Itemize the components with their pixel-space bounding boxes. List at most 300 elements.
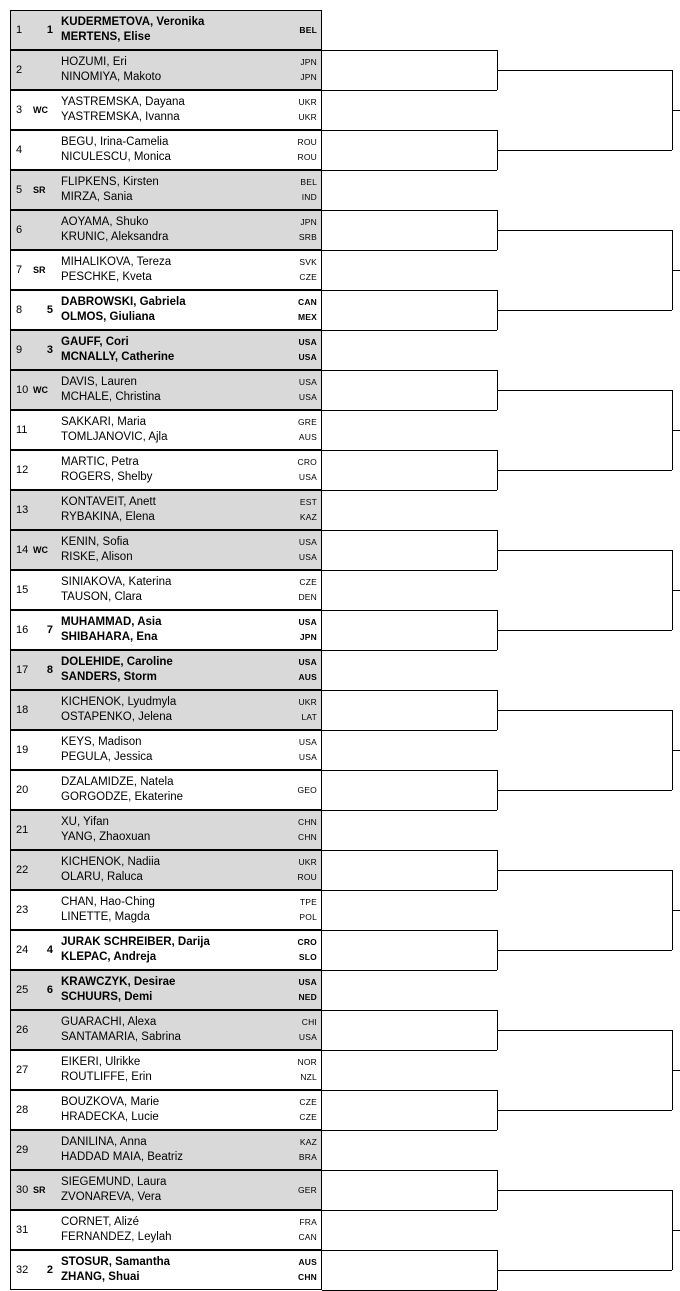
country-code: JPN <box>300 72 317 82</box>
bracket-entry[interactable] <box>10 290 322 330</box>
country-code: TPE <box>299 897 317 907</box>
country-code: POL <box>299 912 317 922</box>
entry-seed-column <box>11 131 57 169</box>
country-code: KAZ <box>299 1137 317 1147</box>
entry-status-badge: SR <box>33 1185 46 1195</box>
entry-status-badge: WC <box>33 545 48 555</box>
bracket-entry[interactable] <box>10 1050 322 1090</box>
country-code: SLO <box>298 952 317 962</box>
player-name: GAUFF, Cori <box>61 336 129 348</box>
round3-line <box>672 110 680 111</box>
entry-names <box>57 291 281 329</box>
round1-line <box>322 730 497 731</box>
player-name: KICHENOK, Nadiia <box>61 856 161 868</box>
round1-line <box>322 290 497 291</box>
entry-names <box>57 1091 281 1129</box>
bracket-entry[interactable] <box>10 970 322 1010</box>
entry-countries <box>281 1131 321 1169</box>
player-name: SINIAKOVA, Katerina <box>61 576 172 588</box>
round1-line <box>322 250 497 251</box>
player-name: BOUZKOVA, Marie <box>61 1096 160 1108</box>
round3-line <box>672 590 680 591</box>
player-name: KONTAVEIT, Anett <box>61 496 156 508</box>
player-name: YASTREMSKA, Dayana <box>61 96 185 108</box>
country-code: CHI <box>301 1017 317 1027</box>
round2-line <box>497 1270 672 1271</box>
player-name: GORGODZE, Ekaterine <box>61 791 184 803</box>
round1-line <box>322 650 497 651</box>
player-name: MIRZA, Sania <box>61 191 133 203</box>
player-name: FLIPKENS, Kirsten <box>61 176 159 188</box>
entry-seed-column <box>11 611 57 649</box>
player-name: TAUSON, Clara <box>61 591 142 603</box>
bracket-entry[interactable] <box>10 610 322 650</box>
entry-seed-column <box>11 731 57 769</box>
country-code: CRO <box>297 457 317 467</box>
country-code: USA <box>298 337 317 347</box>
country-code: BEL <box>300 177 317 187</box>
player-name: KUDERMETOVA, Veronika <box>61 16 205 28</box>
entry-seed-column <box>11 91 57 129</box>
player-name: PESCHKE, Kveta <box>61 271 152 283</box>
entry-seed-column <box>11 491 57 529</box>
entry-countries <box>281 811 321 849</box>
entry-countries <box>281 1091 321 1129</box>
entry-number: 8 <box>16 304 23 316</box>
country-code: CHN <box>297 1272 317 1282</box>
entry-status-badge: WC <box>33 385 48 395</box>
entry-countries <box>281 731 321 769</box>
bracket-entry[interactable] <box>10 10 322 50</box>
player-name: KRUNIC, Aleksandra <box>61 231 169 243</box>
country-code: CZE <box>299 1112 317 1122</box>
player-name: FERNANDEZ, Leylah <box>61 1231 172 1243</box>
bracket-entry[interactable] <box>10 690 322 730</box>
entry-countries <box>281 1251 321 1289</box>
entry-names <box>57 811 281 849</box>
country-code: NZL <box>300 1072 317 1082</box>
country-code: KAZ <box>299 512 317 522</box>
bracket-entry[interactable] <box>10 410 322 450</box>
country-code: SRB <box>298 232 317 242</box>
country-code: DEN <box>298 592 317 602</box>
round1-line <box>322 1010 497 1011</box>
entry-number: 27 <box>16 1064 29 1076</box>
entry-seed-column <box>11 1131 57 1169</box>
bracket-entry[interactable] <box>10 490 322 530</box>
player-name: ROGERS, Shelby <box>61 471 153 483</box>
entry-seed-column <box>11 771 57 809</box>
player-name: EIKERI, Ulrikke <box>61 1056 141 1068</box>
entry-names <box>57 451 281 489</box>
player-name: KRAWCZYK, Desirae <box>61 976 176 988</box>
player-name: SIEGEMUND, Laura <box>61 1176 167 1188</box>
country-code: GEO <box>297 784 317 795</box>
bracket-entry[interactable] <box>10 370 322 410</box>
bracket-entry[interactable] <box>10 90 322 130</box>
entry-number: 3 <box>16 104 23 116</box>
round3-line <box>672 1070 680 1071</box>
round1-line <box>322 1090 497 1091</box>
entry-number: 13 <box>16 504 29 516</box>
country-code: SVK <box>299 257 317 267</box>
entry-seed-column <box>11 851 57 889</box>
entry-seed-column <box>11 331 57 369</box>
country-code: JPN <box>300 57 317 67</box>
bracket-entry[interactable] <box>10 450 322 490</box>
entry-countries <box>281 1171 321 1209</box>
entry-number: 16 <box>16 624 29 636</box>
round1-line <box>322 130 497 131</box>
country-code: MEX <box>297 312 317 322</box>
bracket-entry[interactable] <box>10 730 322 770</box>
round1-line <box>322 450 497 451</box>
entry-number: 4 <box>16 144 23 156</box>
bracket-entry[interactable] <box>10 1090 322 1130</box>
round2-line <box>497 950 672 951</box>
player-name: SHIBAHARA, Ena <box>61 631 158 643</box>
round3-line <box>672 910 680 911</box>
round1-line <box>322 890 497 891</box>
entry-status-badge: SR <box>33 265 46 275</box>
bracket-entry[interactable] <box>10 850 322 890</box>
player-name: LINETTE, Magda <box>61 911 150 923</box>
entry-names <box>57 211 281 249</box>
bracket-entry[interactable] <box>10 890 322 930</box>
player-name: OLARU, Raluca <box>61 871 143 883</box>
entry-names <box>57 371 281 409</box>
bracket-entry[interactable] <box>10 570 322 610</box>
bracket-entry[interactable] <box>10 1210 322 1250</box>
entry-countries <box>281 411 321 449</box>
country-code: AUS <box>298 672 317 682</box>
country-code: GRE <box>297 417 317 427</box>
bracket-entry[interactable] <box>10 50 322 90</box>
country-code: USA <box>298 737 317 747</box>
entry-number: 19 <box>16 744 29 756</box>
entry-countries <box>281 131 321 169</box>
entry-names <box>57 691 281 729</box>
player-name: HOZUMI, Eri <box>61 56 127 68</box>
country-code: USA <box>298 977 317 987</box>
round3-line <box>672 1230 680 1231</box>
entry-number: 9 <box>16 344 23 356</box>
player-name: BEGU, Irina-Camelia <box>61 136 169 148</box>
entry-seed-column <box>11 891 57 929</box>
player-name: RYBAKINA, Elena <box>61 511 155 523</box>
entry-names <box>57 11 281 49</box>
bracket-entry[interactable] <box>10 770 322 810</box>
entry-names <box>57 531 281 569</box>
entry-countries <box>281 251 321 289</box>
player-name: NINOMIYA, Makoto <box>61 71 162 83</box>
player-name: DZALAMIDZE, Natela <box>61 776 174 788</box>
entry-seed-number: 4 <box>46 944 53 956</box>
country-code: CAN <box>297 297 317 307</box>
round1-line <box>322 530 497 531</box>
player-name: MCNALLY, Catherine <box>61 351 175 363</box>
entry-countries <box>281 171 321 209</box>
country-code: FRA <box>299 1217 317 1227</box>
entry-number: 1 <box>16 24 23 36</box>
entry-names <box>57 91 281 129</box>
entry-number: 28 <box>16 1104 29 1116</box>
entry-number: 6 <box>16 224 23 236</box>
entry-number: 22 <box>16 864 29 876</box>
entry-seed-number: 6 <box>46 984 53 996</box>
player-name: YASTREMSKA, Ivanna <box>61 111 180 123</box>
player-name: KICHENOK, Lyudmyla <box>61 696 177 708</box>
entry-names <box>57 1131 281 1169</box>
entry-names <box>57 771 281 809</box>
country-code: BRA <box>298 1152 317 1162</box>
country-code: IND <box>301 192 317 202</box>
country-code: ROU <box>297 872 317 882</box>
entry-names <box>57 1051 281 1089</box>
round2-line <box>497 630 672 631</box>
entry-seed-number: 1 <box>46 24 53 36</box>
entry-names <box>57 1011 281 1049</box>
round1-line <box>322 410 497 411</box>
entry-countries <box>281 691 321 729</box>
entry-seed-column <box>11 51 57 89</box>
entry-number: 5 <box>16 184 23 196</box>
entry-seed-column <box>11 531 57 569</box>
entry-names <box>57 51 281 89</box>
round1-line <box>322 1170 497 1171</box>
entry-names <box>57 251 281 289</box>
round2-line <box>497 70 672 71</box>
entry-countries <box>281 331 321 369</box>
entry-seed-column <box>11 691 57 729</box>
bracket-entry[interactable] <box>10 530 322 570</box>
entry-names <box>57 331 281 369</box>
country-code: USA <box>298 472 317 482</box>
country-code: GER <box>297 1184 317 1195</box>
bracket-entry[interactable] <box>10 170 322 210</box>
entry-number: 15 <box>16 584 29 596</box>
entry-number: 21 <box>16 824 29 836</box>
entry-seed-number: 8 <box>46 664 53 676</box>
entry-number: 31 <box>16 1224 29 1236</box>
entry-number: 24 <box>16 944 29 956</box>
round1-line <box>322 610 497 611</box>
entry-countries <box>281 571 321 609</box>
bracket-entry[interactable] <box>10 330 322 370</box>
player-name: OLMOS, Giuliana <box>61 311 155 323</box>
entry-number: 10 <box>16 384 29 396</box>
round1-line <box>322 1210 497 1211</box>
round1-line <box>322 1130 497 1131</box>
country-code: NED <box>298 992 317 1002</box>
player-name: SCHUURS, Demi <box>61 991 153 1003</box>
entry-seed-column <box>11 1091 57 1129</box>
country-code: CHN <box>297 817 317 827</box>
entry-names <box>57 971 281 1009</box>
bracket-entry[interactable] <box>10 650 322 690</box>
entry-number: 23 <box>16 904 29 916</box>
country-code: JPN <box>300 217 317 227</box>
round3-line <box>672 430 680 431</box>
player-name: TOMLJANOVIC, Ajla <box>61 431 168 443</box>
entry-seed-column <box>11 211 57 249</box>
entry-countries <box>281 851 321 889</box>
country-code: EST <box>299 497 317 507</box>
entry-countries <box>281 291 321 329</box>
round1-line <box>322 970 497 971</box>
entry-number: 18 <box>16 704 29 716</box>
round1-line <box>322 570 497 571</box>
entry-number: 14 <box>16 544 29 556</box>
entry-number: 25 <box>16 984 29 996</box>
round2-line <box>497 470 672 471</box>
entry-countries <box>281 51 321 89</box>
entry-countries <box>281 451 321 489</box>
country-code: USA <box>298 552 317 562</box>
entry-seed-column <box>11 1171 57 1209</box>
round1-line <box>322 930 497 931</box>
entry-names <box>57 1171 281 1209</box>
entry-number: 12 <box>16 464 29 476</box>
entry-countries <box>281 1211 321 1249</box>
player-name: SANTAMARIA, Sabrina <box>61 1031 181 1043</box>
round2-line <box>497 870 672 871</box>
entry-number: 20 <box>16 784 29 796</box>
round1-line <box>322 1250 497 1251</box>
player-name: HADDAD MAIA, Beatriz <box>61 1151 184 1163</box>
entry-status-badge: WC <box>33 105 48 115</box>
entry-countries <box>281 491 321 529</box>
round1-line <box>322 90 497 91</box>
country-code: UKR <box>298 857 317 867</box>
bracket-entry[interactable] <box>10 210 322 250</box>
country-code: UKR <box>298 97 317 107</box>
entry-names <box>57 931 281 969</box>
player-name: NICULESCU, Monica <box>61 151 171 163</box>
entry-number: 7 <box>16 264 23 276</box>
entry-number: 11 <box>16 424 28 436</box>
player-name: OSTAPENKO, Jelena <box>61 711 172 723</box>
round2-line <box>497 390 672 391</box>
round1-line <box>322 50 497 51</box>
round3-line <box>672 270 680 271</box>
player-name: ZVONAREVA, Vera <box>61 1191 162 1203</box>
round2-line <box>497 1030 672 1031</box>
entry-seed-number: 3 <box>46 344 53 356</box>
player-name: XU, Yifan <box>61 816 109 828</box>
round2-line <box>497 310 672 311</box>
bracket-entry[interactable] <box>10 1130 322 1170</box>
round1-line <box>322 490 497 491</box>
bracket-entry[interactable] <box>10 1250 322 1290</box>
bracket-entry[interactable] <box>10 930 322 970</box>
bracket-entry[interactable] <box>10 130 322 170</box>
player-name: PEGULA, Jessica <box>61 751 153 763</box>
round2-line <box>497 230 672 231</box>
entry-names <box>57 491 281 529</box>
bracket-entry[interactable] <box>10 1010 322 1050</box>
player-name: RISKE, Alison <box>61 551 133 563</box>
round1-line <box>322 690 497 691</box>
entry-names <box>57 571 281 609</box>
country-code: UKR <box>298 697 317 707</box>
round1-line <box>322 330 497 331</box>
country-code: BEL <box>299 24 317 35</box>
entry-number: 26 <box>16 1024 29 1036</box>
country-code: AUS <box>298 1257 317 1267</box>
player-name: AOYAMA, Shuko <box>61 216 149 228</box>
entry-seed-column <box>11 971 57 1009</box>
bracket-entry[interactable] <box>10 810 322 850</box>
player-name: CHAN, Hao-Ching <box>61 896 155 908</box>
bracket-entry[interactable] <box>10 250 322 290</box>
entry-seed-column <box>11 931 57 969</box>
entry-names <box>57 611 281 649</box>
entry-countries <box>281 651 321 689</box>
round1-line <box>322 170 497 171</box>
bracket-entry[interactable] <box>10 1170 322 1210</box>
country-code: USA <box>298 537 317 547</box>
entry-seed-column <box>11 1211 57 1249</box>
entry-seed-column <box>11 451 57 489</box>
country-code: LAT <box>301 712 317 722</box>
round1-line <box>322 210 497 211</box>
country-code: UKR <box>298 112 317 122</box>
player-name: KENIN, Sofia <box>61 536 129 548</box>
entry-names <box>57 731 281 769</box>
entry-seed-column <box>11 11 57 49</box>
round2-line <box>497 150 672 151</box>
entry-seed-column <box>11 171 57 209</box>
player-name: STOSUR, Samantha <box>61 1256 171 1268</box>
entry-countries <box>281 611 321 649</box>
country-code: CZE <box>299 272 317 282</box>
round2-line <box>497 710 672 711</box>
entry-countries <box>281 931 321 969</box>
round1-line <box>322 770 497 771</box>
entry-number: 29 <box>16 1144 29 1156</box>
round2-line <box>497 1190 672 1191</box>
country-code: NOR <box>297 1057 317 1067</box>
entry-names <box>57 1211 281 1249</box>
entry-names <box>57 891 281 929</box>
entry-seed-column <box>11 1011 57 1049</box>
entry-seed-column <box>11 1051 57 1089</box>
entry-names <box>57 651 281 689</box>
entry-names <box>57 131 281 169</box>
player-name: DABROWSKI, Gabriela <box>61 296 186 308</box>
player-name: MERTENS, Elise <box>61 31 151 43</box>
country-code: USA <box>298 617 317 627</box>
entry-names <box>57 411 281 449</box>
player-name: SAKKARI, Maria <box>61 416 146 428</box>
round1-line <box>322 1050 497 1051</box>
player-name: MUHAMMAD, Asia <box>61 616 162 628</box>
entry-names <box>57 171 281 209</box>
entry-seed-column <box>11 571 57 609</box>
player-name: YANG, Zhaoxuan <box>61 831 151 843</box>
country-code: USA <box>298 392 317 402</box>
country-code: CHN <box>297 832 317 842</box>
entry-countries <box>281 1011 321 1049</box>
round2-line <box>497 790 672 791</box>
entry-countries <box>281 91 321 129</box>
round1-line <box>322 810 497 811</box>
entry-seed-number: 2 <box>46 1264 53 1276</box>
country-code: AUS <box>298 432 317 442</box>
round2-line <box>497 550 672 551</box>
round1-line <box>322 370 497 371</box>
